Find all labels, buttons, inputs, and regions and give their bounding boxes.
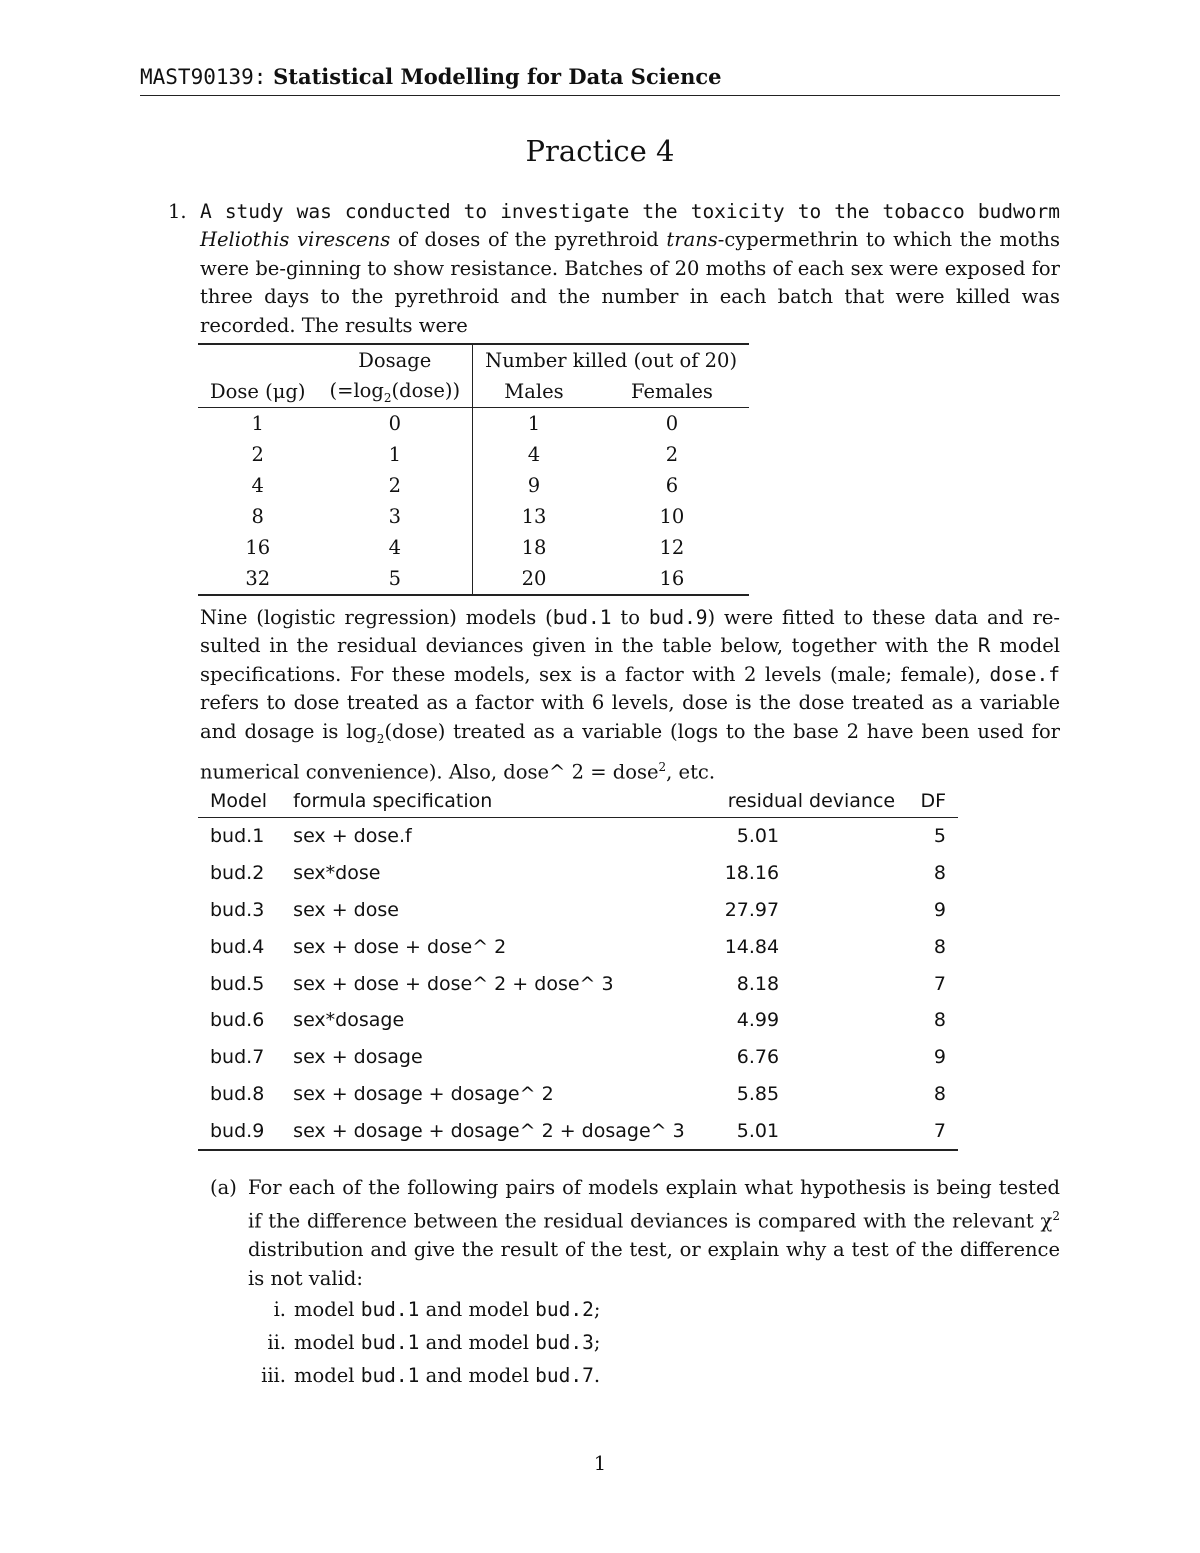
intro-a: A study was conducted to investigate the toxicity to the tobacco budworm (200, 200, 1060, 223)
table-row: bud.1 sex + dose.f 5.01 5 (210, 825, 946, 848)
page-number: 1 (593, 1452, 607, 1475)
table-row: 32 5 20 16 (198, 563, 749, 595)
dose-data-table (198, 343, 749, 596)
table-row: 16 4 18 12 (198, 532, 749, 563)
model-deviance-table (198, 785, 958, 1151)
part-a-text: For each of the following pairs of models explain what hypothesis is being tested if the difference between the residual deviances is compared with the relevant $\chi^2$ distribution and give the result of the test, or explain why a test of the difference is not valid: (248, 1176, 1060, 1290)
table-row: bud.3 sex + dose 27.97 9 (210, 898, 946, 921)
trans-prefix: trans (666, 228, 718, 252)
header-females: Females (595, 376, 749, 408)
table-row: bud.6 sex*dosage 4.99 8 (210, 1009, 946, 1032)
header-log-dose: $(=\log_2(dose))$ (318, 376, 473, 408)
table-header-row (198, 785, 958, 818)
header-males: Males (473, 376, 595, 408)
table-row: bud.7 sex + dosage 6.76 9 (210, 1046, 946, 1069)
table-row: bud.2 sex*dose 18.16 8 (210, 862, 946, 885)
question-1-text (200, 198, 1060, 340)
sub-question-i: i. model bud.1 and model bud.2; (273, 1298, 601, 1321)
header-number-killed: Number killed (out of 20) (473, 344, 749, 376)
intro-b: of doses of the pyrethroid (390, 228, 667, 252)
header-model: Model (198, 785, 281, 818)
table-row: bud.4 sex + dose + dose^ 2 14.84 8 (210, 935, 946, 958)
course-code: MAST90139: (140, 65, 267, 89)
header-df: DF (907, 785, 958, 818)
table-row: bud.5 sex + dose + dose^ 2 + dose^ 3 8.18 7 (210, 972, 946, 995)
models-description: Nine (logistic regression) models (bud.1 to bud.9) were fitted to these data and re-sulted in the residual deviances given in the table below, together with the R model specifications. For these models, sex is a factor with 2 levels (male; female), dose.f refers to dose treated as a factor with 6 levels, dose is the dose treated as a variable and dosage is $\log_2(dose)$ treated as a variable (logs to the base 2 have been used for numerical convenience). Also, dose^ 2 = dose$^2$, etc. (200, 606, 1061, 784)
table-row: 8 3 13 10 (198, 501, 749, 532)
species-name: Heliothis virescens (200, 228, 391, 252)
page-header (140, 64, 1060, 96)
part-a (210, 1174, 1060, 1293)
sub-question-iii: iii. model bud.1 and model bud.7. (261, 1364, 601, 1387)
part-a-label: (a) (210, 1176, 237, 1199)
course-title: Statistical Modelling for Data Science (273, 64, 722, 89)
table-row: 2 1 4 2 (198, 439, 749, 470)
header-deviance: residual deviance (708, 785, 908, 818)
table-header-row-2 (198, 376, 749, 408)
intro-c: -cypermethrin to which the moths were be-ginning to show resistance. Batches of 20 moths of each sex were exposed for three days to the pyrethroid and the number in each batch that were killed was recorded. The results were (200, 228, 1060, 337)
header-dosage: Dosage (318, 344, 473, 376)
page-title: Practice 4 (525, 134, 675, 168)
table-row: 4 2 9 6 (198, 470, 749, 501)
question-number: 1. (168, 200, 187, 223)
question-1 (168, 198, 1060, 340)
table-header-row-1 (198, 344, 749, 376)
table-row: 1 0 1 0 (198, 408, 749, 440)
table-row: bud.9 sex + dosage + dosage^ 2 + dosage^ 3 5.01 7 (198, 1112, 958, 1150)
header-formula: formula specification (281, 785, 707, 818)
sub-question-ii: ii. model bud.1 and model bud.3; (267, 1331, 601, 1354)
header-dose: Dose (μg) (198, 376, 318, 408)
table-row: bud.8 sex + dosage + dosage^ 2 5.85 8 (210, 1082, 946, 1105)
